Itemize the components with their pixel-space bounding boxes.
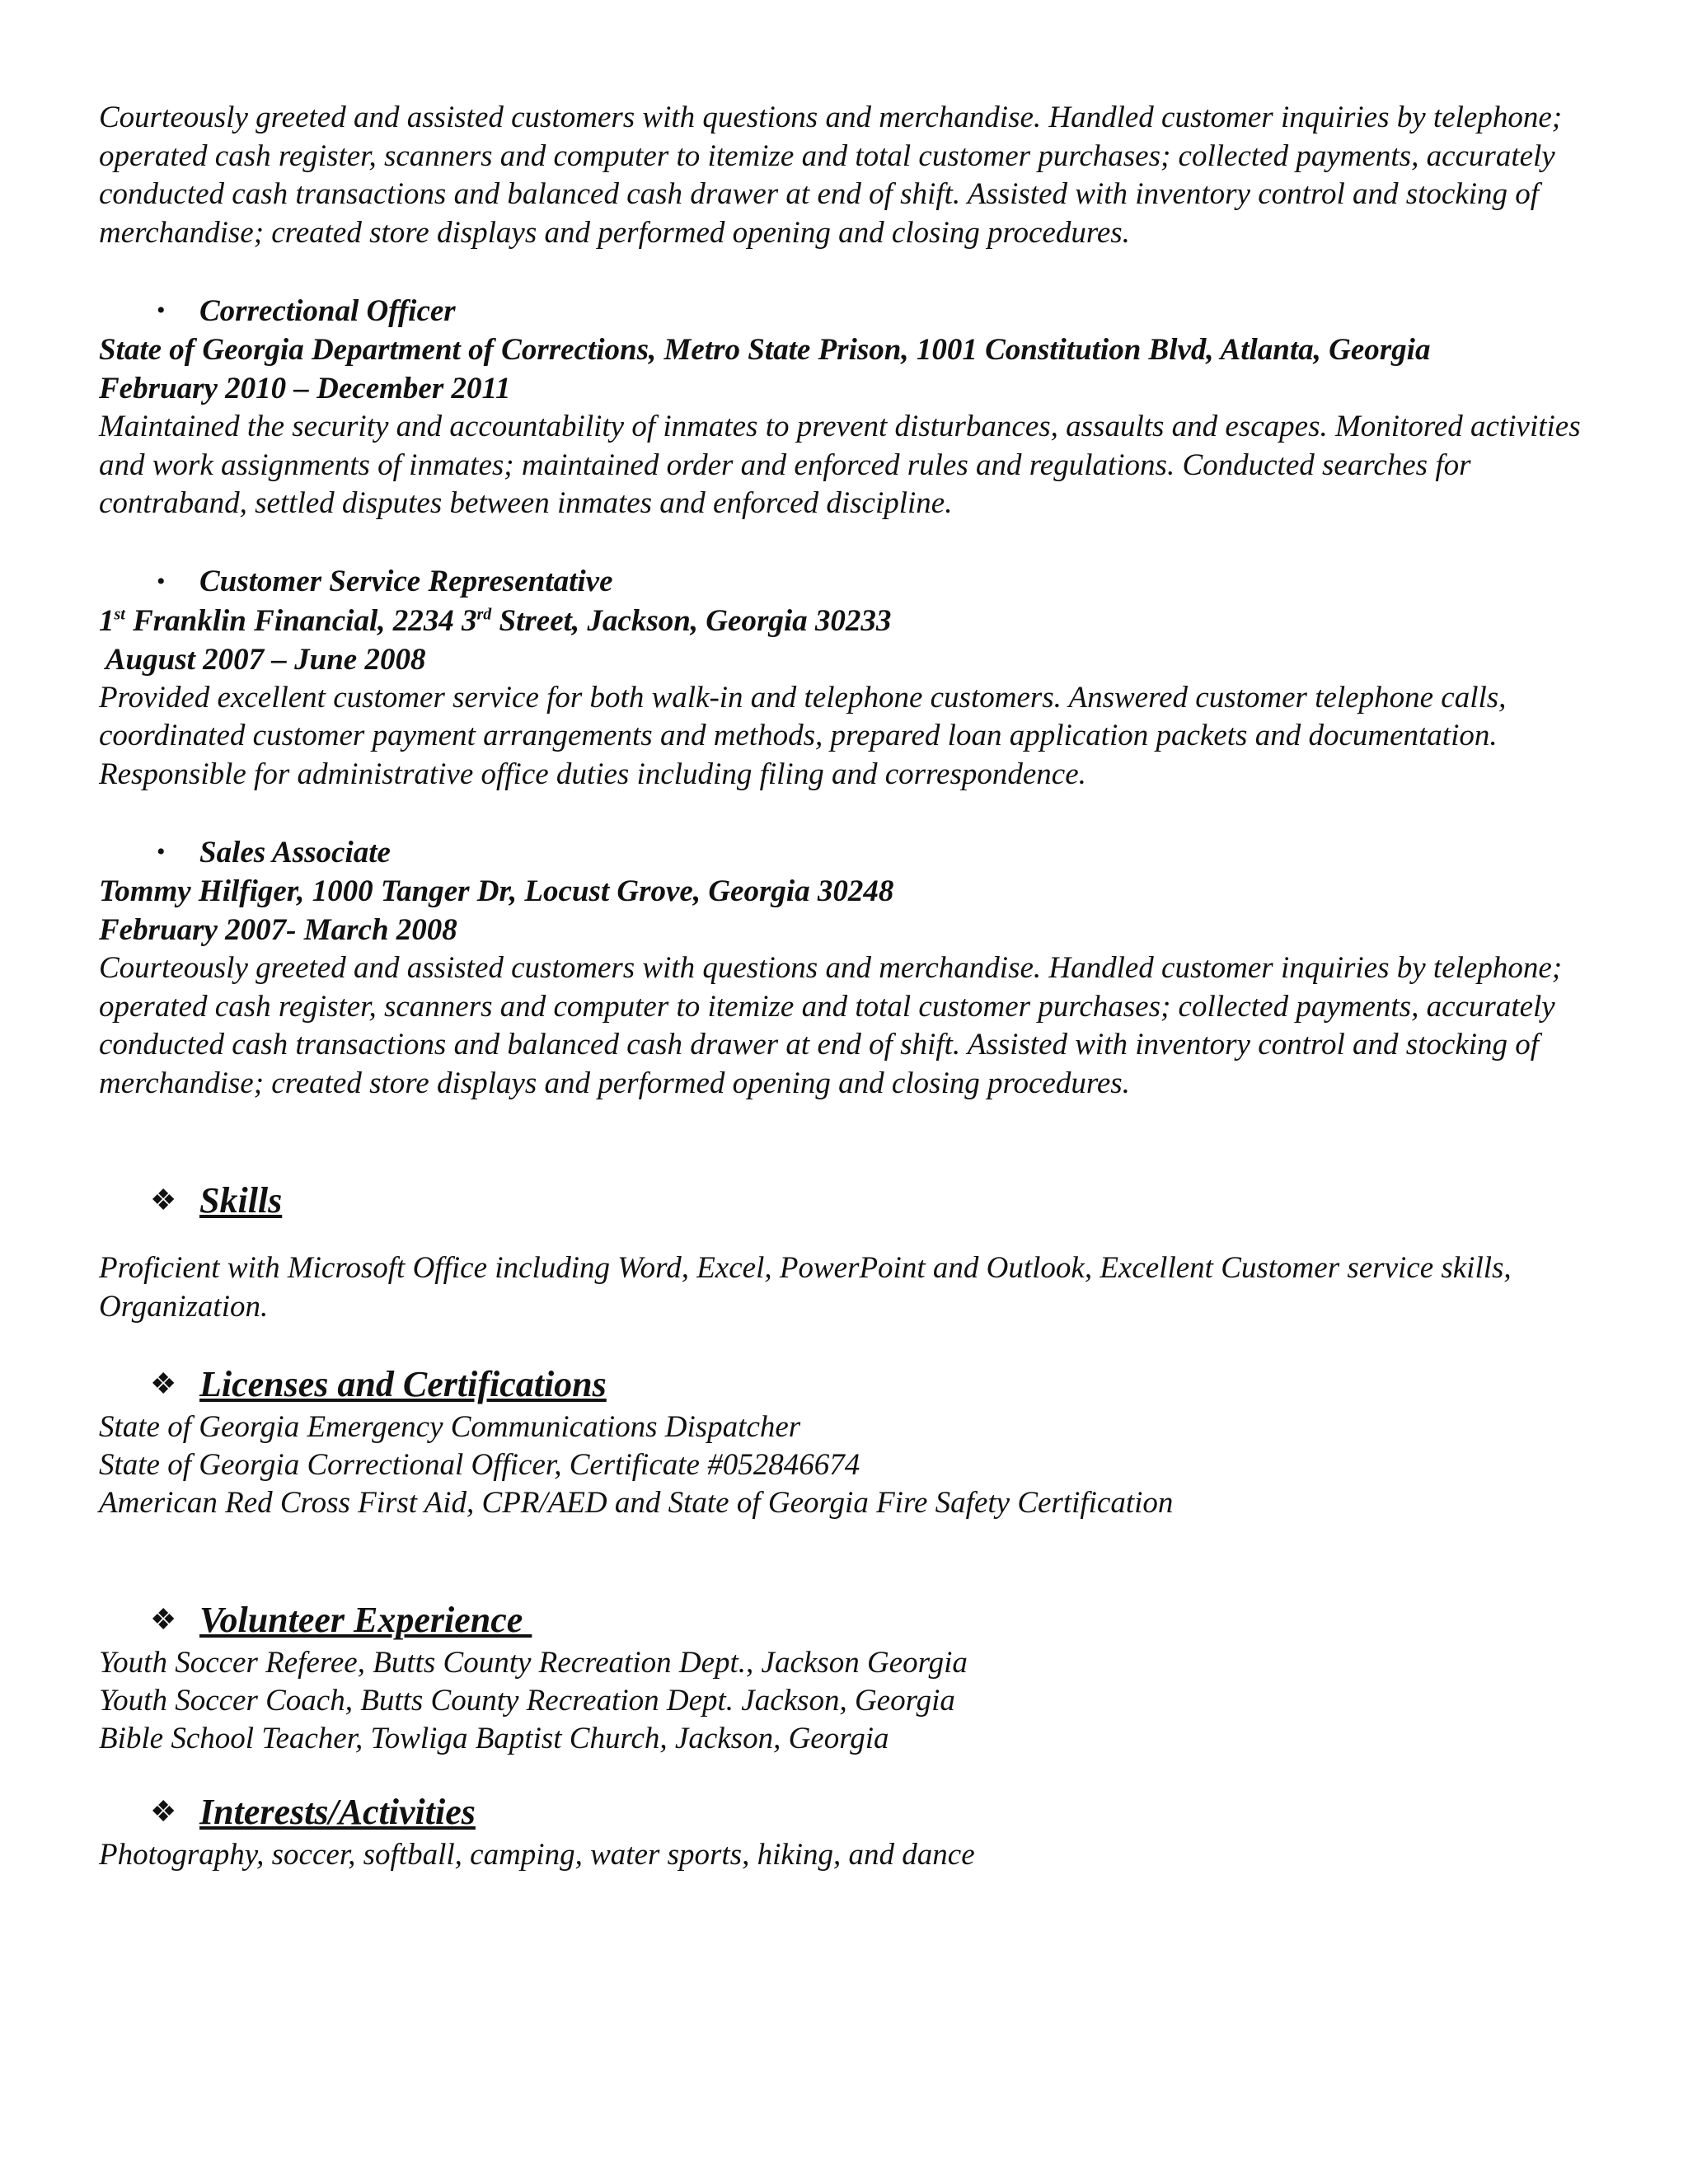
resume-page xyxy=(99,99,1591,1874)
volunteer-list xyxy=(99,1644,1591,1758)
intro-paragraph: Courteously greeted and assisted customers with questions and merchandise. Handled customer inquiries by telephone; operated cash register, scanners and computer to itemize and total customer purchases; collected payments, accurately conducted cash transactions and balanced cash drawer at end of shift. Assisted with inventory control and stocking of merchandise; created store displays and performed opening and closing procedures. xyxy=(99,101,1563,250)
bullet-icon: • xyxy=(157,567,166,595)
section-heading-interests xyxy=(99,1787,1591,1836)
interests-text: Photography, soccer, softball, camping, water sports, hiking, and dance xyxy=(99,1838,975,1872)
diamond-bullet-icon: ❖ xyxy=(150,1183,177,1216)
job-title-line xyxy=(99,291,1591,330)
section-heading-volunteer xyxy=(99,1595,1591,1644)
employer-superscript: rd xyxy=(476,605,492,624)
job-title: Sales Associate xyxy=(199,835,391,869)
job-dates: August 2007 – June 2008 xyxy=(99,642,426,677)
job-entry xyxy=(99,562,1591,794)
section-heading-skills xyxy=(99,1175,1591,1225)
employer-text: Franklin Financial, 2234 3 xyxy=(124,603,477,638)
diamond-bullet-icon: ❖ xyxy=(150,1795,177,1828)
list-item: Youth Soccer Referee, Butts County Recreation Dept., Jackson Georgia xyxy=(99,1646,968,1680)
bullet-icon: • xyxy=(157,838,166,865)
job-title: Correctional Officer xyxy=(199,293,456,328)
section-title: Skills xyxy=(199,1179,283,1221)
list-item: American Red Cross First Aid, CPR/AED and State of Georgia Fire Safety Certification xyxy=(99,1486,1174,1520)
employer-text: Street, Jackson, Georgia 30233 xyxy=(491,603,892,638)
job-description: Courteously greeted and assisted customers with questions and merchandise. Handled customer inquiries by telephone; operated cash register, scanners and computer to itemize and total customer purchases; collected payments, accurately conducted cash transactions and balanced cash drawer at end of shift. Assisted with inventory control and stocking of merchandise; created store displays and performed opening and closing procedures. xyxy=(99,951,1563,1100)
job-description: Provided excellent customer service for both walk-in and telephone customers. Answered customer telephone calls, coordinated customer payment arrangements and methods, prepared loan application packets and documentation. Responsible for administrative office duties including filing and correspondence. xyxy=(99,680,1507,791)
licenses-list xyxy=(99,1408,1591,1522)
employer-text: 1 xyxy=(99,603,115,638)
skills-text: Proficient with Microsoft Office including Word, Excel, PowerPoint and Outlook, Excellent Customer service skills, Organization. xyxy=(99,1251,1512,1324)
job-title-line xyxy=(99,562,1591,602)
job-description: Maintained the security and accountability of inmates to prevent disturbances, assaults and escapes. Monitored activities and work assignments of inmates; maintained order and enforced rules and regulations. Conducted searches for contraband, settled disputes between inmates and enforced discipline. xyxy=(99,410,1581,520)
list-item: Bible School Teacher, Towliga Baptist Church, Jackson, Georgia xyxy=(99,1722,889,1755)
diamond-bullet-icon: ❖ xyxy=(150,1367,177,1400)
list-item: Youth Soccer Coach, Butts County Recreation Dept. Jackson, Georgia xyxy=(99,1684,955,1718)
job-entry xyxy=(99,291,1591,523)
diamond-bullet-icon: ❖ xyxy=(150,1603,177,1636)
job-title-line xyxy=(99,832,1591,872)
list-item: State of Georgia Emergency Communications Dispatcher xyxy=(99,1410,801,1444)
job-employer xyxy=(99,602,1591,640)
section-heading-licenses xyxy=(99,1359,1591,1408)
list-item: State of Georgia Correctional Officer, Certificate #052846674 xyxy=(99,1448,860,1482)
job-employer: State of Georgia Department of Corrections, Metro State Prison, 1001 Constitution Blvd, Atlanta, Georgia xyxy=(99,333,1431,367)
job-title: Customer Service Representative xyxy=(199,565,613,598)
job-dates: February 2007- March 2008 xyxy=(99,913,457,947)
job-entry xyxy=(99,832,1591,1103)
employer-superscript: st xyxy=(114,605,125,624)
job-dates: February 2010 – December 2011 xyxy=(99,372,511,405)
bullet-icon: • xyxy=(157,297,166,324)
section-title: Licenses and Certifications xyxy=(199,1363,607,1404)
section-title: Volunteer Experience xyxy=(199,1599,532,1640)
section-title: Interests/Activities xyxy=(199,1791,476,1832)
job-employer: Tommy Hilfiger, 1000 Tanger Dr, Locust Grove, Georgia 30248 xyxy=(99,874,894,908)
